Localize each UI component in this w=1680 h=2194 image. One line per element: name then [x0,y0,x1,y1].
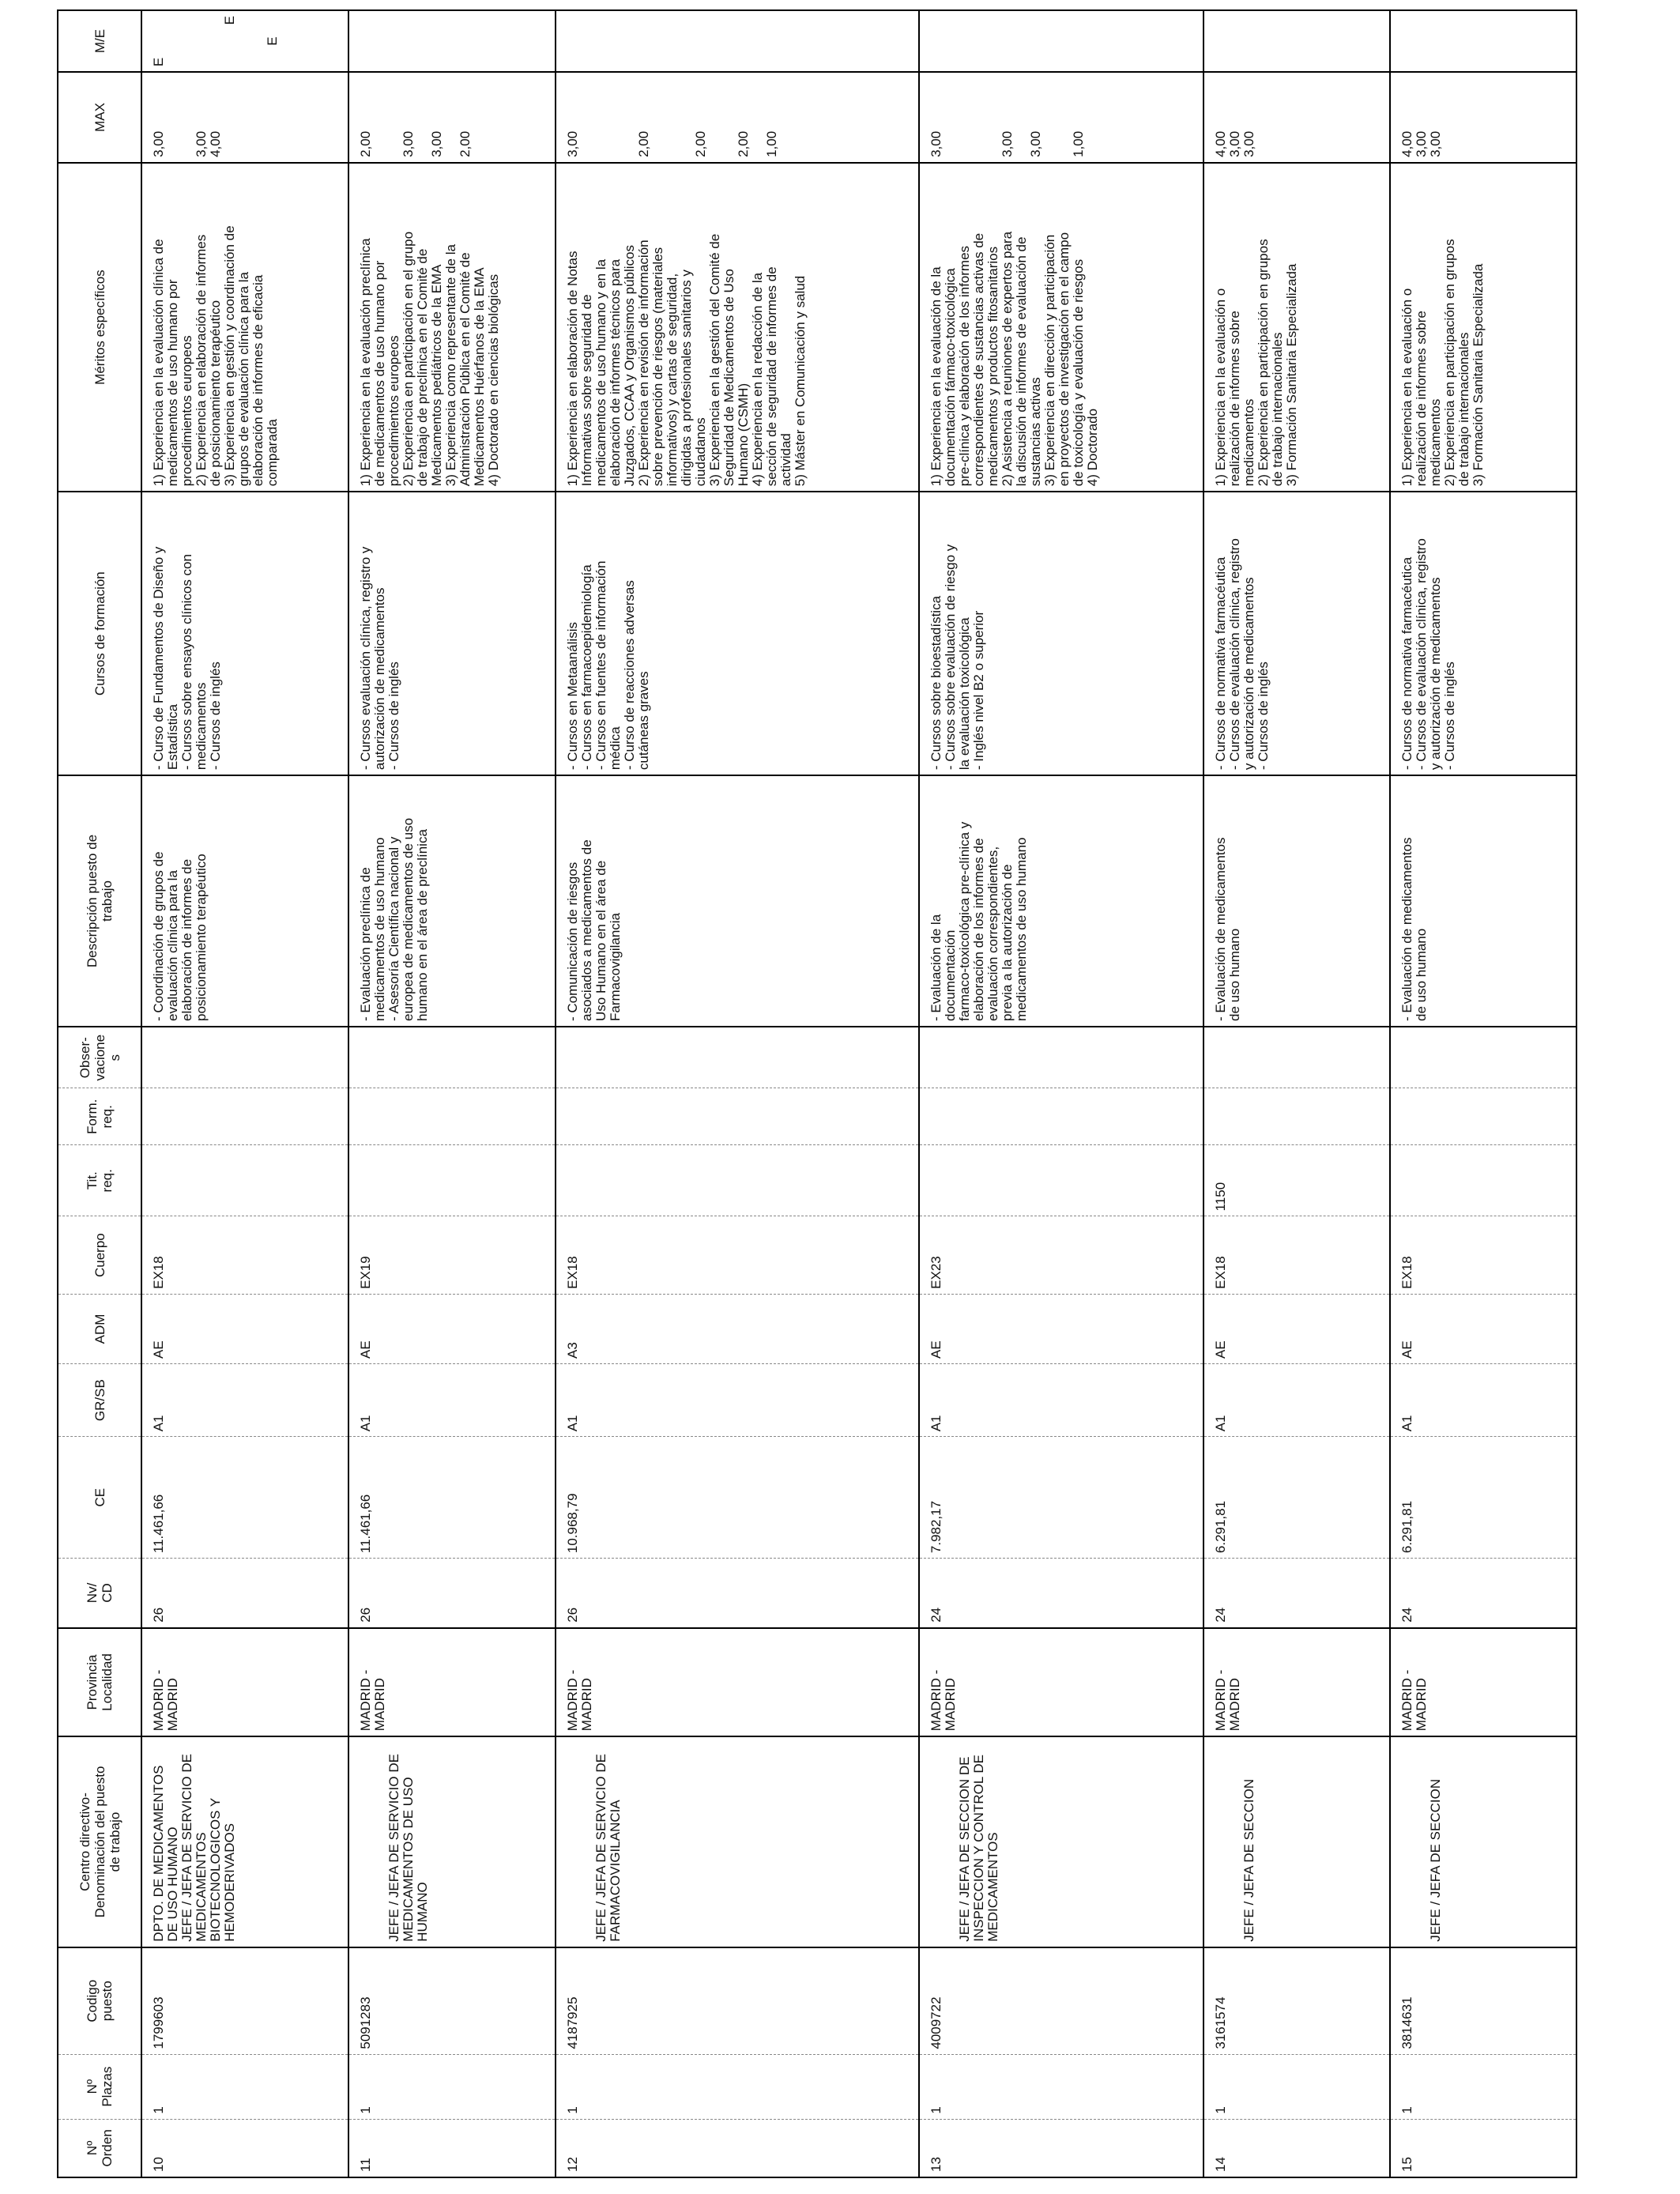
cell-cuerpo: EX23 [919,1216,1203,1294]
max-value [373,77,387,157]
max-value [444,77,458,157]
cell-observaciones [556,1027,919,1088]
header-grupo: GR/SB [58,1364,141,1437]
max-value: 3,00 [151,130,166,157]
cell-descripcion: - Evaluación preclínica de medicamentos de uso humano - Asesoría Científica nacional y europea de medicamentos de uso humano en el área de preclínica [348,775,556,1027]
max-value: 2,00 [636,130,651,157]
me-value [209,16,223,66]
cell-adm: AE [348,1294,556,1363]
header-provincia: Provincia Localidad [58,1628,141,1736]
table-header-row [58,10,141,2177]
cell-nivel: 24 [1203,1559,1390,1628]
header-meritos: Méritos específicos [58,163,141,492]
cell-orden: 13 [919,2119,1203,2177]
cell-ce: 10.968,79 [556,1437,919,1559]
cell-plazas: 1 [1203,2054,1390,2119]
max-value: 1,00 [1071,130,1086,157]
header-cuerpo: Cuerpo [58,1216,141,1294]
max-value: 2,00 [358,130,373,157]
cell-formacion [1203,1088,1390,1145]
max-value [958,77,972,157]
denominacion-puesto: JEFE / JEFA DE SECCION DE INSPECCION Y CONTROL DE MEDICAMENTOS [957,1755,1000,1942]
cell-meritos: 1) Experiencia en elaboración de Notas Informativas sobre seguridad de medicamentos de uso humano y en la elaboración de informes técnicos para Juzgados, CCAA y Organismos públicos 2) Experiencia en revisión de información sobre prevención de riesgos (materiales informativos) y cartas de seguridad, dirigidas a profesionales sanitarios y ciudadanos 3) Experiencia en la gestión del Comité de Seguridad de Medicamentos de Uso Humano (CSMH) 4) Experiencia en la redacción de la sección de seguridad de informes de actividad 5) Máster en Comunicación y salud [556,163,919,492]
cell-observaciones [1203,1027,1390,1088]
cell-codigo: 4187925 [556,1947,919,2054]
cell-titulacion [556,1145,919,1216]
cell-cursos: - Curso de Fundamentos de Diseño y Estadística - Cursos sobre ensayos clínicos con medicamentos - Cursos de inglés [141,492,348,775]
header-ce: CE [58,1437,141,1559]
header-plazas: Nº Plazas [58,2054,141,2119]
cell-me [556,10,919,72]
cell-cursos: - Cursos de normativa farmacéutica - Cursos de evaluación clínica, registro y autorización de medicamentos - Cursos de inglés [1390,492,1576,775]
cell-centro [1390,1736,1576,1947]
cell-orden: 11 [348,2119,556,2177]
cell-grupo: A1 [556,1364,919,1437]
max-value [665,77,680,157]
cell-meritos: 1) Experiencia en la evaluación o realización de informes sobre medicamentos 2) Experiencia en participación en grupos de trabajo internacionales 3) Formación Sanitaria Especializada [1203,163,1390,492]
cell-adm: AE [141,1294,348,1363]
max-value: 3,00 [565,130,580,157]
cell-meritos: 1) Experiencia en la evaluación preclínica de medicamentos de uso humano por procedimientos europeos 2) Experiencia en participación en el grupo de trabajo de preclínica en el Comité de Medicamentos pediátricos de la EMA 3) Experiencia como representante de la Administración Pública en el Comité de Medicamentos Huérfanos de la EMA 4) Doctorado en ciencias biológicas [348,163,556,492]
denominacion-puesto: JEFE / JEFA DE SERVICIO DE FARMACOVIGILANCIA [593,1754,623,1942]
max-value [594,77,608,157]
header-me: M/E [58,10,141,72]
cell-orden: 14 [1203,2119,1390,2177]
me-value: E [151,57,166,67]
max-value [944,77,958,157]
header-descripcion: Descripción puesto de trabajo [58,775,141,1027]
centro-spacer [1400,1742,1429,1942]
cell-provincia: MADRID - MADRID [1203,1628,1390,1736]
table-row [1390,10,1576,2177]
cell-nivel: 24 [919,1559,1203,1628]
job-positions-table [57,9,1577,2178]
max-value [751,77,765,157]
max-value: 1,00 [764,130,779,157]
max-value [166,77,180,157]
me-value [237,16,251,66]
max-value: 2,00 [693,130,708,157]
max-value [708,77,722,157]
max-value: 3,00 [194,130,209,157]
cell-ce: 11.461,66 [348,1437,556,1559]
centro-spacer [359,1742,387,1942]
header-cursos: Cursos de formación [58,492,141,775]
max-value: 3,00 [1028,130,1043,157]
table-row [1203,10,1390,2177]
max-value: 3,00 [1241,130,1256,157]
cell-titulacion [141,1145,348,1216]
table-row [348,10,556,2177]
cell-grupo: A1 [1203,1364,1390,1437]
cell-adm: A3 [556,1294,919,1363]
cell-plazas: 1 [919,2054,1203,2119]
header-titulacion: Tit. req. [58,1145,141,1216]
cell-meritos: 1) Experiencia en la evaluación o realización de informes sobre medicamentos 2) Experiencia en participación en grupos de trabajo internacionales 3) Formación Sanitaria Especializada [1390,163,1576,492]
cell-descripcion: - Evaluación de la documentación farmaco-toxicológica pre-clínica y elaboración de los informes de evaluación correspondientes, previa a la autorización de medicamentos de uso humano [919,775,1203,1027]
header-adm: ADM [58,1294,141,1363]
cell-nivel: 26 [141,1559,348,1628]
cell-descripcion: - Evaluación de medicamentos de uso humano [1390,775,1576,1027]
cell-formacion [1390,1088,1576,1145]
cell-codigo: 4009722 [919,1947,1203,2054]
cell-descripcion: - Comunicación de riesgos asociados a medicamentos de Uso Humano en el área de Farmacovigilancia [556,775,919,1027]
max-value [1015,77,1029,157]
max-value: 4,00 [208,130,223,157]
cell-formacion [556,1088,919,1145]
cell-titulacion [1390,1145,1576,1216]
max-value [722,77,736,157]
max-value: 3,00 [1000,130,1015,157]
cell-plazas: 1 [141,2054,348,2119]
cell-ce: 11.461,66 [141,1437,348,1559]
header-codigo: Codigo puesto [58,1947,141,2054]
cell-centro [556,1736,919,1947]
header-orden: Nº Orden [58,2119,141,2177]
me-value [166,16,180,66]
cell-cursos: - Cursos sobre bioestadística - Cursos sobre evaluación de riesgo y la evaluación toxicológica - Inglés nivel B2 o superior [919,492,1203,775]
cell-titulacion [348,1145,556,1216]
max-value [651,77,665,157]
max-value: 4,00 [1213,130,1228,157]
cell-adm: AE [1203,1294,1390,1363]
header-observaciones: Obser- vaciones [58,1027,141,1088]
denominacion-puesto: JEFE / JEFA DE SERVICIO DE MEDICAMENTOS BIOTECNOLOGICOS Y HEMODERIVADOS [179,1754,237,1942]
cell-descripcion: - Coordinación de grupos de evaluación clínica para la elaboración de informes de posicionamiento terapéutico [141,775,348,1027]
cell-cuerpo: EX18 [556,1216,919,1294]
denominacion-puesto: JEFE / JEFA DE SERVICIO DE MEDICAMENTOS DE USO HUMANO [386,1754,430,1942]
max-value [972,77,986,157]
cell-orden: 12 [556,2119,919,2177]
cell-max [1390,72,1576,163]
table-row [141,10,348,2177]
cell-max [1203,72,1390,163]
cell-observaciones [348,1027,556,1088]
cell-centro [1203,1736,1390,1947]
max-value: 3,00 [429,130,444,157]
header-nivel: Nv/ CD [58,1559,141,1628]
cell-grupo: A1 [1390,1364,1576,1437]
cell-cursos: - Cursos de normativa farmacéutica - Cursos de evaluación clínica, registro y autorización de medicamentos - Cursos de inglés [1203,492,1390,775]
cell-plazas: 1 [556,2054,919,2119]
max-value [180,77,194,157]
cell-cursos: - Cursos en Metaanálisis - Cursos en farmacoepidemiología - Cursos en fuentes de información médica - Curso de reacciones adversas cutáneas graves [556,492,919,775]
cell-descripcion: - Evaluación de medicamentos de uso humano [1203,775,1390,1027]
cell-ce: 6.291,81 [1203,1437,1390,1559]
denominacion-puesto: JEFE / JEFA DE SECCION [1428,1778,1443,1942]
cell-cuerpo: EX18 [1203,1216,1390,1294]
centro-spacer [1214,1742,1242,1942]
me-value: E [222,16,237,25]
cell-max [556,72,919,163]
cell-formacion [141,1088,348,1145]
cell-orden: 10 [141,2119,348,2177]
max-value: 4,00 [1399,130,1414,157]
header-centro: Centro directivo- Denominación del puesto de trabajo [58,1736,141,1947]
centro-spacer [929,1742,958,1942]
cell-grupo: A1 [919,1364,1203,1437]
max-value: 2,00 [458,130,473,157]
cell-centro [141,1736,348,1947]
denominacion-puesto: JEFE / JEFA DE SECCION [1241,1778,1256,1942]
cell-cursos: - Cursos evaluación clínica, registro y autorización de medicamentos - Cursos de inglés [348,492,556,775]
cell-max [919,72,1203,163]
cell-me [348,10,556,72]
cell-plazas: 1 [348,2054,556,2119]
cell-formacion [919,1088,1203,1145]
max-value [986,77,1000,157]
me-value [194,16,209,66]
me-value [180,16,194,66]
cell-formacion [348,1088,556,1145]
header-formacion: Form. req. [58,1088,141,1145]
max-value [416,77,430,157]
cell-nivel: 26 [348,1559,556,1628]
max-value: 2,00 [736,130,751,157]
cell-titulacion [919,1145,1203,1216]
cell-grupo: A1 [141,1364,348,1437]
cell-me [1390,10,1576,72]
cell-observaciones [141,1027,348,1088]
max-value [387,77,401,157]
cell-cuerpo: EX18 [1390,1216,1576,1294]
cell-grupo: A1 [348,1364,556,1437]
cell-adm: AE [1390,1294,1576,1363]
cell-codigo: 3161574 [1203,1947,1390,2054]
cell-observaciones [1390,1027,1576,1088]
cell-me [919,10,1203,72]
cell-observaciones [919,1027,1203,1088]
cell-meritos: 1) Experiencia en la evaluación de la documentación fármaco-toxicológica pre-clínica y elaboración de los informes correspondientes de sustancias activas de medicamentos y productos fitosanitarios 2) Asistencia a reuniones de expertos para la discusión de informes de evaluación de sustancias activas 3) Experiencia en dirección y participación en proyectos de investigación en el campo de toxicología y evaluación de riesgos 4) Doctorado [919,163,1203,492]
cell-provincia: MADRID - MADRID [1390,1628,1576,1736]
table-row [919,10,1203,2177]
cell-ce: 7.982,17 [919,1437,1203,1559]
cell-cuerpo: EX19 [348,1216,556,1294]
cell-max [141,72,348,163]
max-value: 3,00 [401,130,416,157]
max-value [623,77,637,157]
cell-nivel: 24 [1390,1559,1576,1628]
header-max: MAX [58,72,141,163]
max-value [1057,77,1072,157]
cell-provincia: MADRID - MADRID [348,1628,556,1736]
cell-codigo: 5091283 [348,1947,556,2054]
cell-provincia: MADRID - MADRID [919,1628,1203,1736]
cell-codigo: 1799603 [141,1947,348,2054]
max-value: 3,00 [1414,130,1429,157]
me-value [251,16,266,66]
cell-adm: AE [919,1294,1203,1363]
cell-meritos: 1) Experiencia en la evaluación clínica de medicamentos de uso humano por procedimientos europeos 2) Experiencia en elaboración de informes de posicionamiento terapéutico 3) Experiencia en gestión y coordinación de grupos de evaluación clínica para la elaboración de informes de eficacia comparada [141,163,348,492]
cell-provincia: MADRID - MADRID [556,1628,919,1736]
max-value [580,77,594,157]
max-value: 3,00 [929,130,944,157]
cell-me [141,10,348,72]
centro-spacer [566,1742,594,1942]
max-value: 3,00 [1227,130,1242,157]
cell-ce: 6.291,81 [1390,1437,1576,1559]
me-value: E [265,36,280,46]
cell-titulacion: 1150 [1203,1145,1390,1216]
cell-centro [919,1736,1203,1947]
cell-codigo: 3814631 [1390,1947,1576,2054]
max-value [608,77,623,157]
cell-me [1203,10,1390,72]
cell-plazas: 1 [1390,2054,1576,2119]
cell-max [348,72,556,163]
cell-nivel: 26 [556,1559,919,1628]
centro-directivo: DPTO. DE MEDICAMENTOS DE USO HUMANO [151,1765,180,1942]
cell-provincia: MADRID - MADRID [141,1628,348,1736]
max-value [680,77,694,157]
cell-orden: 15 [1390,2119,1576,2177]
table-row [556,10,919,2177]
max-value [1043,77,1057,157]
cell-centro [348,1736,556,1947]
max-value: 3,00 [1428,130,1443,157]
cell-cuerpo: EX18 [141,1216,348,1294]
